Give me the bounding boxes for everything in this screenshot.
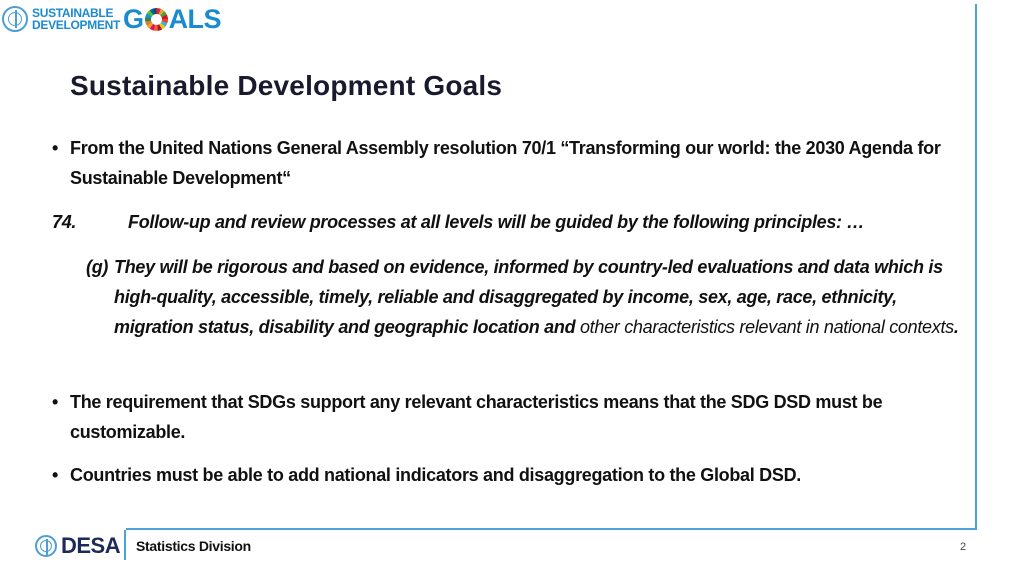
sdg-wheel-icon [145, 8, 168, 31]
paragraph-requirement: The requirement that SDGs support any relevant characteristics means that the SDG DSD must be customizable. [70, 392, 883, 442]
right-border-line [975, 4, 977, 530]
paragraph-resolution: From the United Nations General Assembly resolution 70/1 “Transforming our world: the 2030 Agenda for Sustainable Development“ [70, 138, 941, 188]
sdg-logo-words [32, 7, 120, 31]
bullet-icon: • [52, 138, 59, 158]
paragraph-follow-up: Follow-up and review processes at all levels will be guided by the following principles: … [128, 212, 865, 232]
paragraph-principle-g [114, 252, 969, 342]
sdg-goals-wordmark [123, 4, 221, 35]
principle-g-regular-text: other characteristics relevant in national contexts [579, 317, 954, 337]
bottom-border-line [126, 528, 977, 530]
desa-text: DESA [61, 533, 121, 558]
clause-number: 74. [52, 212, 77, 232]
page-title: Sustainable Development Goals [70, 70, 503, 101]
bullet-icon: • [52, 392, 59, 412]
paragraph-countries: Countries must be able to add national indicators and disaggregation to the Global DSD. [70, 465, 801, 485]
page-number: 2 [960, 541, 967, 553]
clause-tag: (g) [86, 257, 109, 277]
un-emblem-icon [2, 6, 28, 32]
footer-division-label: Statistics Division [136, 538, 251, 554]
bullet-icon: • [52, 465, 59, 485]
sdg-logo-line2: DEVELOPMENT [32, 18, 121, 32]
principle-g-end: . [953, 317, 959, 337]
goals-letter-g: G [123, 3, 144, 34]
sdg-logo-line1: SUSTAINABLE [32, 6, 114, 20]
un-emblem-icon [35, 535, 57, 557]
principle-g-bold-text: They will be rigorous and based on evidence, informed by country-led evaluations and data which is high-quality, accessible, timely, reliable and disaggregated by income, sex, age, race, ethnicity, migration status, disability and geographic location and [114, 257, 943, 337]
sdg-logo [2, 4, 221, 34]
footer-divider [124, 530, 126, 560]
goals-letters-als: ALS [168, 3, 222, 34]
desa-logo [35, 533, 120, 559]
